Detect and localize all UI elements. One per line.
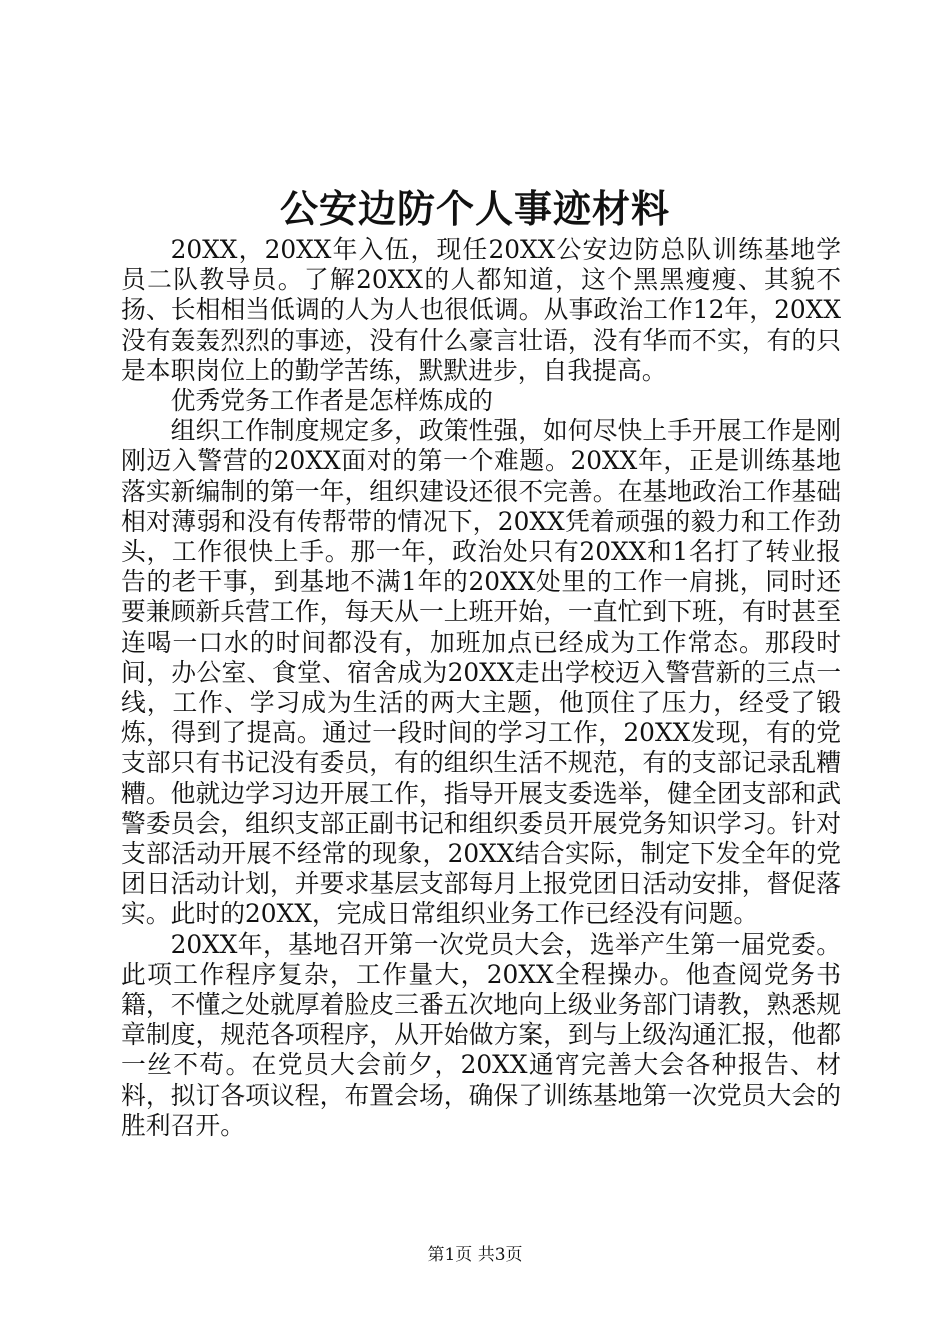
page-number-footer: 第1页 共3页: [427, 1245, 523, 1265]
paragraph-intro: 20XX，20XX年入伍，现任20XX公安边防总队训练基地学员二队教导员。了解20XX的人都知道，这个黑黑瘦瘦、其貌不扬、长相相当低调的人为人也很低调。从事政治工作12年，20XX没有轰轰烈烈的事迹，没有什么豪言壮语，没有华而不实，有的只是本职岗位上的勤学苦练，默默进步，自我提高。: [121, 235, 841, 385]
document-title: 公安边防个人事迹材料: [279, 186, 670, 231]
document-body: [121, 235, 841, 1141]
section-heading: 优秀党务工作者是怎样炼成的: [170, 386, 493, 416]
paragraph-organization-work: 组织工作制度规定多，政策性强，如何尽快上手开展工作是刚刚迈入警营的20XX面对的第一个难题。20XX年，正是训练基地落实新编制的第一年，组织建设还很不完善。在基地政治工作基础相对薄弱和没有传帮带的情况下，20XX凭着顽强的毅力和工作劲头，工作很快上手。那一年，政治处只有20XX和1名打了转业报告的老干事，到基地不满1年的20XX处里的工作一肩挑，同时还要兼顾新兵营工作，每天从一上班开始，一直忙到下班，有时甚至连喝一口水的时间都没有，加班加点已经成为工作常态。那段时间，办公室、食堂、宿舍成为20XX走出学校迈入警营新的三点一线，工作、学习成为生活的两大主题，他顶住了压力，经受了锻炼，得到了提高。通过一段时间的学习工作，20XX发现，有的党支部只有书记没有委员，有的组织生活不规范，有的支部记录乱糟糟。他就边学习边开展工作，指导开展支委选举，健全团支部和武警委员会，组织支部正副书记和组织委员开展党务知识学习。针对支部活动开展不经常的现象，20XX结合实际，制定下发全年的党团日活动计划，并要求基层支部每月上报党团日活动安排，督促落实。此时的20XX，完成日常组织业务工作已经没有问题。: [121, 416, 841, 929]
paragraph-party-congress: 20XX年，基地召开第一次党员大会，选举产生第一届党委。此项工作程序复杂，工作量大，20XX全程操办。他查阅党务书籍，不懂之处就厚着脸皮三番五次地向上级业务部门请教，熟悉规章制度，规范各项程序，从开始做方案，到与上级沟通汇报，他都一丝不苟。在党员大会前夕，20XX通宵完善大会各种报告、材料，拟订各项议程，布置会场，确保了训练基地第一次党员大会的胜利召开。: [121, 929, 841, 1140]
